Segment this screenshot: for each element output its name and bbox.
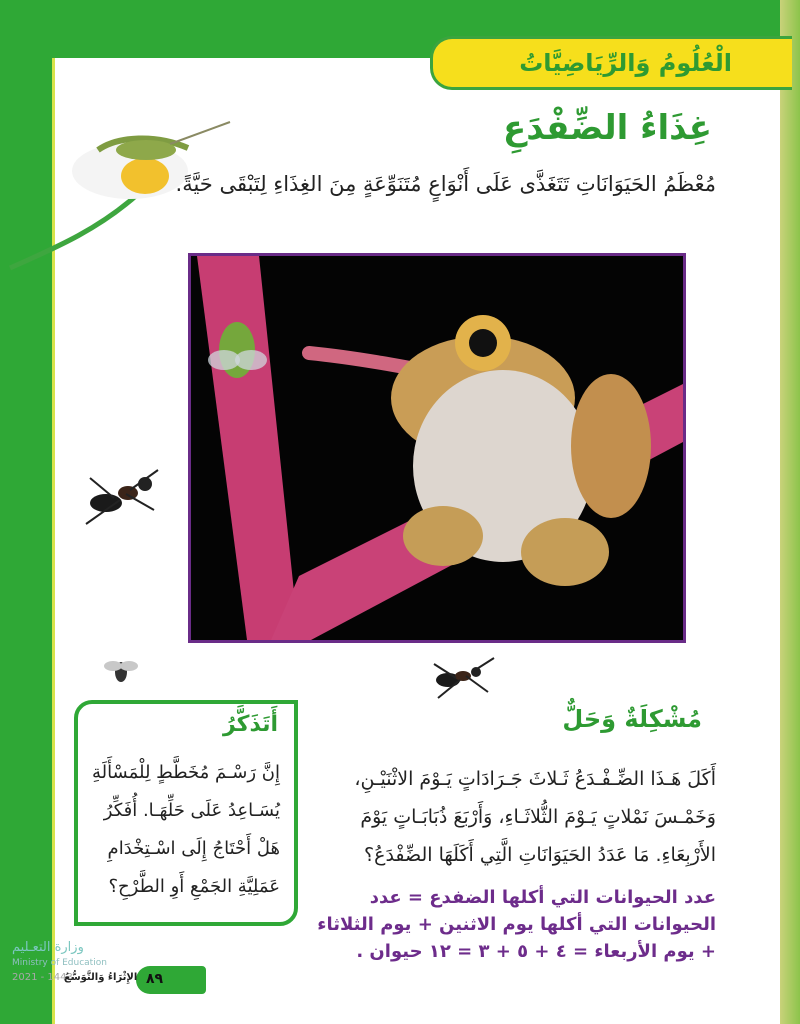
lesson-title: غِذَاءُ الضِّفْدَعِ — [503, 108, 712, 148]
ministry-name-english: Ministry of Education — [12, 958, 107, 968]
page-right-edge — [780, 0, 800, 1024]
ministry-name-arabic: وزارة التعـليم — [12, 940, 84, 955]
remember-title: أَتَذَكَّرُ — [223, 712, 278, 737]
answer-text: عدد الحيوانات التي أكلها الضفدع = عدد الحيوانات التي أكلها يوم الاثنين + يوم الثلاثاء + يوم الأربعاء = ٤ + ٥ + ٣ = ١٢ حيوان . — [317, 887, 716, 962]
page-number: ٨٩ — [146, 971, 164, 987]
remember-box — [74, 700, 298, 926]
grasshopper-flower-illustration — [0, 116, 240, 276]
ant-illustration-small — [428, 652, 498, 708]
footer-label: الإِثْرَاءُ وَالتَّوَسُّعُ — [64, 972, 138, 983]
ministry-year: 2021 - 1443 — [12, 972, 73, 983]
remember-text: إِنَّ رَسْـمَ مُخَطَّطٍ لِلْمَسْأَلَةِ يُسَـاعِدُ عَلَى حَلِّهَـا. أُفَكِّرُ هَلْ أَحْتَاجُ إِلَى اسْـتِخْدَامِ عَمَلِيَّةِ الجَمْعِ أَوِ الطَّرْحِ؟ — [91, 762, 280, 897]
lesson-intro: مُعْظَمُ الحَيَوَانَاتِ تَتَغَذَّى عَلَى أَنْوَاعٍ مُتَنَوِّعَةٍ مِنَ الغِذَاءِ لِتَبْقَى حَيَّةً. — [175, 172, 716, 196]
fly-illustration — [102, 650, 140, 692]
problem-title: مُشْكِلَةٌ وَحَلٌّ — [562, 705, 702, 733]
ant-illustration — [68, 460, 168, 530]
problem-text: أَكَلَ هَـذَا الضِّـفْـدَعُ ثَـلاثَ جَـرَادَاتٍ يَـوْمَ الاثْنَيْـنِ، وَخَمْـسَ نَمْلاتٍ يَـوْمَ الثُّلاثَـاءِ، وَأَرْبَعَ ذُبَابَـاتٍ يَوْمَ الأَرْبِعَاءِ. مَا عَدَدُ الحَيَوَانَاتِ الَّتِي أَكَلَهَا الضِّفْدَعُ؟ — [354, 768, 716, 866]
section-banner — [430, 36, 792, 90]
banner-title: الْعُلُومُ وَالرِّيَاضِيَّاتُ — [519, 49, 732, 77]
frog-photo — [188, 253, 686, 643]
